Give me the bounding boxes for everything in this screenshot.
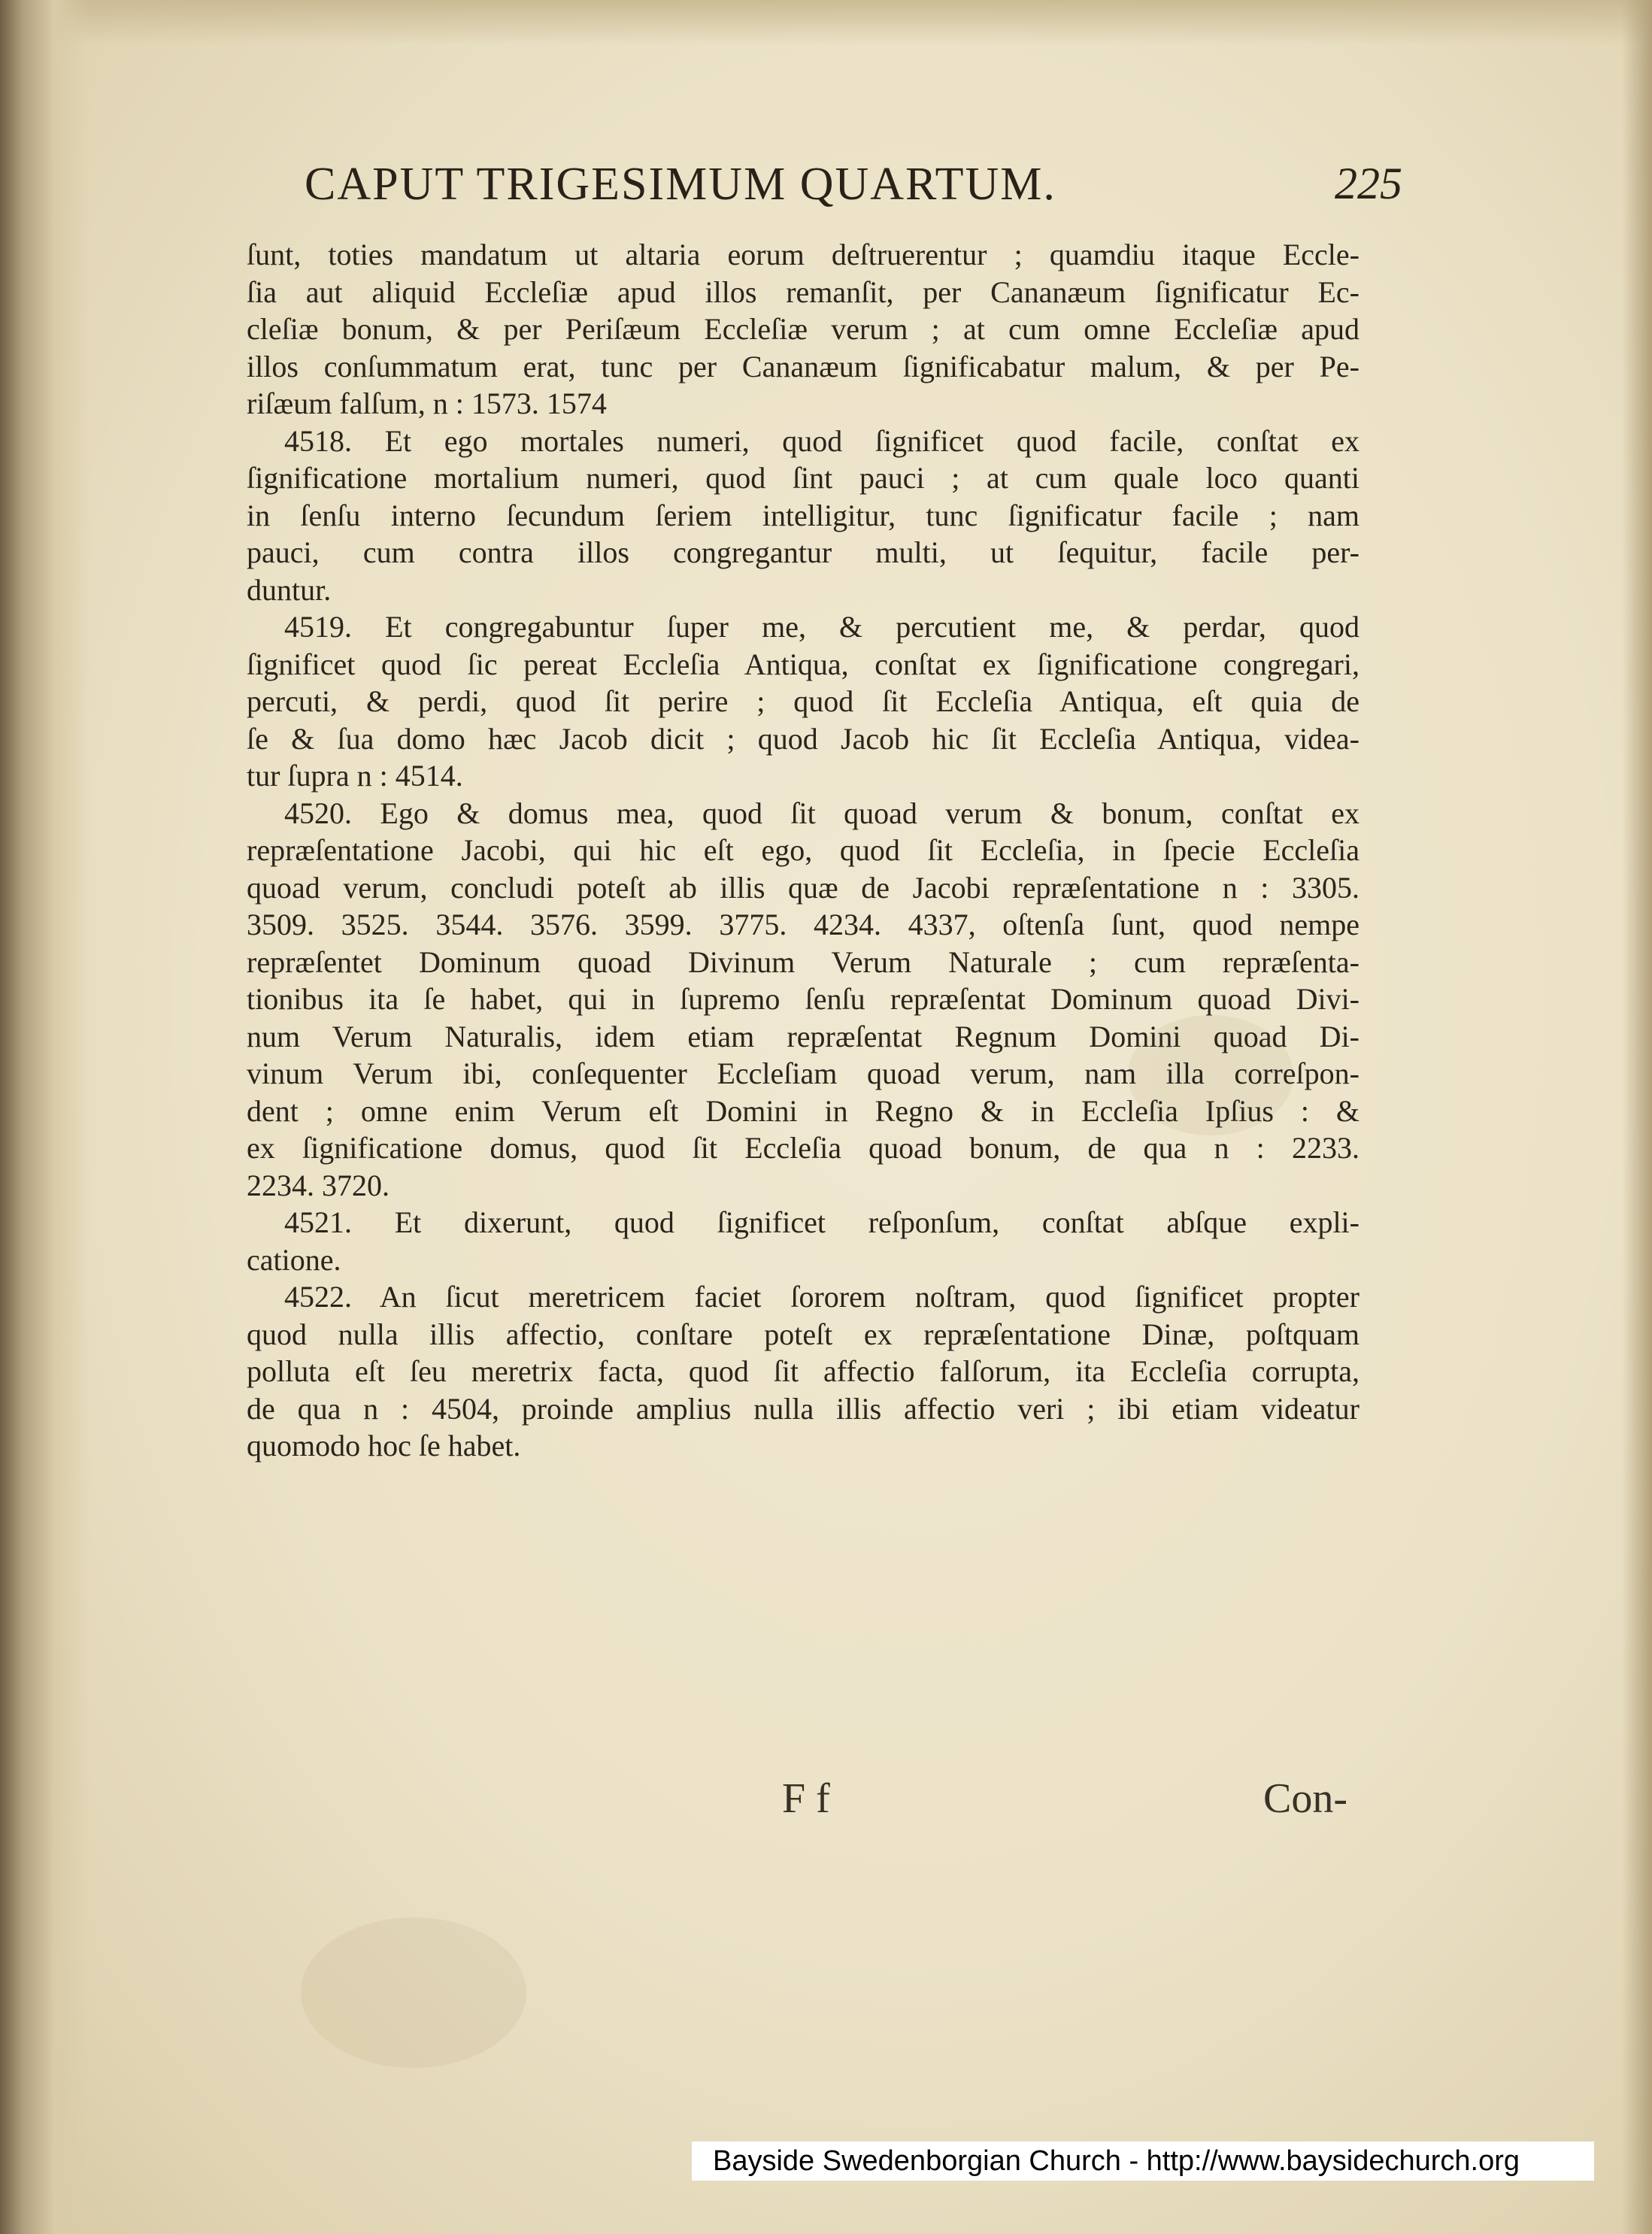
body-text <box>247 236 1359 1465</box>
text-line: vinum Verum ibi, conſequenter Eccleſiam quoad verum, nam illa correſpon- <box>247 1056 1359 1090</box>
paragraph-4521-start: 4521. Et dixerunt, quod ſignificet reſponſum, conſtat abſque expli- <box>284 1205 1359 1239</box>
text-line: quod nulla illis affectio, conſtare poteſt ex repræſentatione Dinæ, poſtquam <box>247 1317 1359 1351</box>
text-line: repræſentatione Jacobi, qui hic eſt ego, quod ſit Eccleſia, in ſpecie Eccleſia <box>247 833 1359 867</box>
text-line: ſe & ſua domo hæc Jacob dicit ; quod Jacob hic ſit Eccleſia Antiqua, videa- <box>247 721 1359 756</box>
text-line: in ſenſu interno ſecundum ſeriem intelligitur, tunc ſignificatur facile ; nam <box>247 498 1359 532</box>
text-line: polluta eſt ſeu meretrix facta, quod ſit affectio falſorum, ita Eccleſia corrupta, <box>247 1354 1359 1388</box>
text-line: cleſiæ bonum, & per Periſæum Eccleſiæ verum ; at cum omne Eccleſiæ apud <box>247 312 1359 346</box>
text-line: de qua n : 4504, proinde amplius nulla illis affectio veri ; ibi etiam videatur <box>247 1391 1359 1426</box>
page-number: 225 <box>1335 159 1402 208</box>
paragraph-4518-start: 4518. Et ego mortales numeri, quod ſignificet quod facile, conſtat ex <box>284 423 1359 458</box>
text-line: ſia aut aliquid Eccleſiæ apud illos remanſit, per Cananæum ſignificatur Ec- <box>247 274 1359 309</box>
running-header <box>305 158 1402 218</box>
text-line: riſæum falſum, n : 1573. 1574 <box>247 386 607 420</box>
catchword: Con- <box>1263 1775 1347 1822</box>
text-line: quomodo hoc ſe habet. <box>247 1429 521 1463</box>
chapter-title: CAPUT TRIGESIMUM QUARTUM. <box>305 159 1056 210</box>
page-top-edge <box>0 0 1652 45</box>
page-right-edge <box>1622 0 1652 2234</box>
text-line: ſignificatione mortalium numeri, quod ſint pauci ; at cum quale loco quanti <box>247 461 1359 495</box>
text-line: percuti, & perdi, quod ſit perire ; quod ſit Eccleſia Antiqua, eſt quia de <box>247 684 1359 718</box>
text-line: tionibus ita ſe habet, qui in ſupremo ſenſu repræſentat Dominum quoad Divi- <box>247 982 1359 1016</box>
text-line: 3509. 3525. 3544. 3576. 3599. 3775. 4234. 4337, oſtenſa ſunt, quod nempe <box>247 908 1359 941</box>
text-line: num Verum Naturalis, idem etiam repræſentat Regnum Domini quoad Di- <box>247 1019 1359 1053</box>
text-line: dent ; omne enim Verum eſt Domini in Regno & in Eccleſia Ipſius : & <box>247 1093 1359 1128</box>
text-line: tur ſupra n : 4514. <box>247 759 463 793</box>
signature-mark: F f <box>782 1775 830 1822</box>
paragraph-4522-start: 4522. An ſicut meretricem faciet ſororem noſtram, quod ſignificet propter <box>284 1280 1359 1314</box>
paragraph-4520-start: 4520. Ego & domus mea, quod ſit quoad verum & bonum, conſtat ex <box>284 796 1359 830</box>
watermark-credit: Bayside Swedenborgian Church - http://www.baysidechurch.org <box>713 2145 1520 2177</box>
text-line: ex ſignificatione domus, quod ſit Eccleſia quoad bonum, de qua n : 2233. <box>247 1131 1359 1165</box>
paper-stain <box>301 1917 526 2068</box>
text-line: 2234. 3720. <box>247 1168 390 1202</box>
text-line: duntur. <box>247 572 332 607</box>
paragraph-4519-start: 4519. Et congregabuntur ſuper me, & percutient me, & perdar, quod <box>284 610 1359 644</box>
text-line: pauci, cum contra illos congregantur multi, ut ſequitur, facile per- <box>247 535 1359 569</box>
text-line: ſunt, toties mandatum ut altaria eorum deſtruerentur ; quamdiu itaque Eccle- <box>247 238 1359 271</box>
binding-gutter-shadow <box>0 0 90 2234</box>
text-line: illos conſummatum erat, tunc per Cananæum ſignificabatur malum, & per Pe- <box>247 349 1359 383</box>
text-line: ſignificet quod ſic pereat Eccleſia Antiqua, conſtat ex ſignificatione congregari, <box>247 647 1359 681</box>
text-line: repræſentet Dominum quoad Divinum Verum Naturale ; cum repræſenta- <box>247 944 1359 979</box>
text-line: quoad verum, concludi poteſt ab illis quæ de Jacobi repræſentatione n : 3305. <box>247 870 1359 905</box>
text-line: catione. <box>247 1242 341 1277</box>
